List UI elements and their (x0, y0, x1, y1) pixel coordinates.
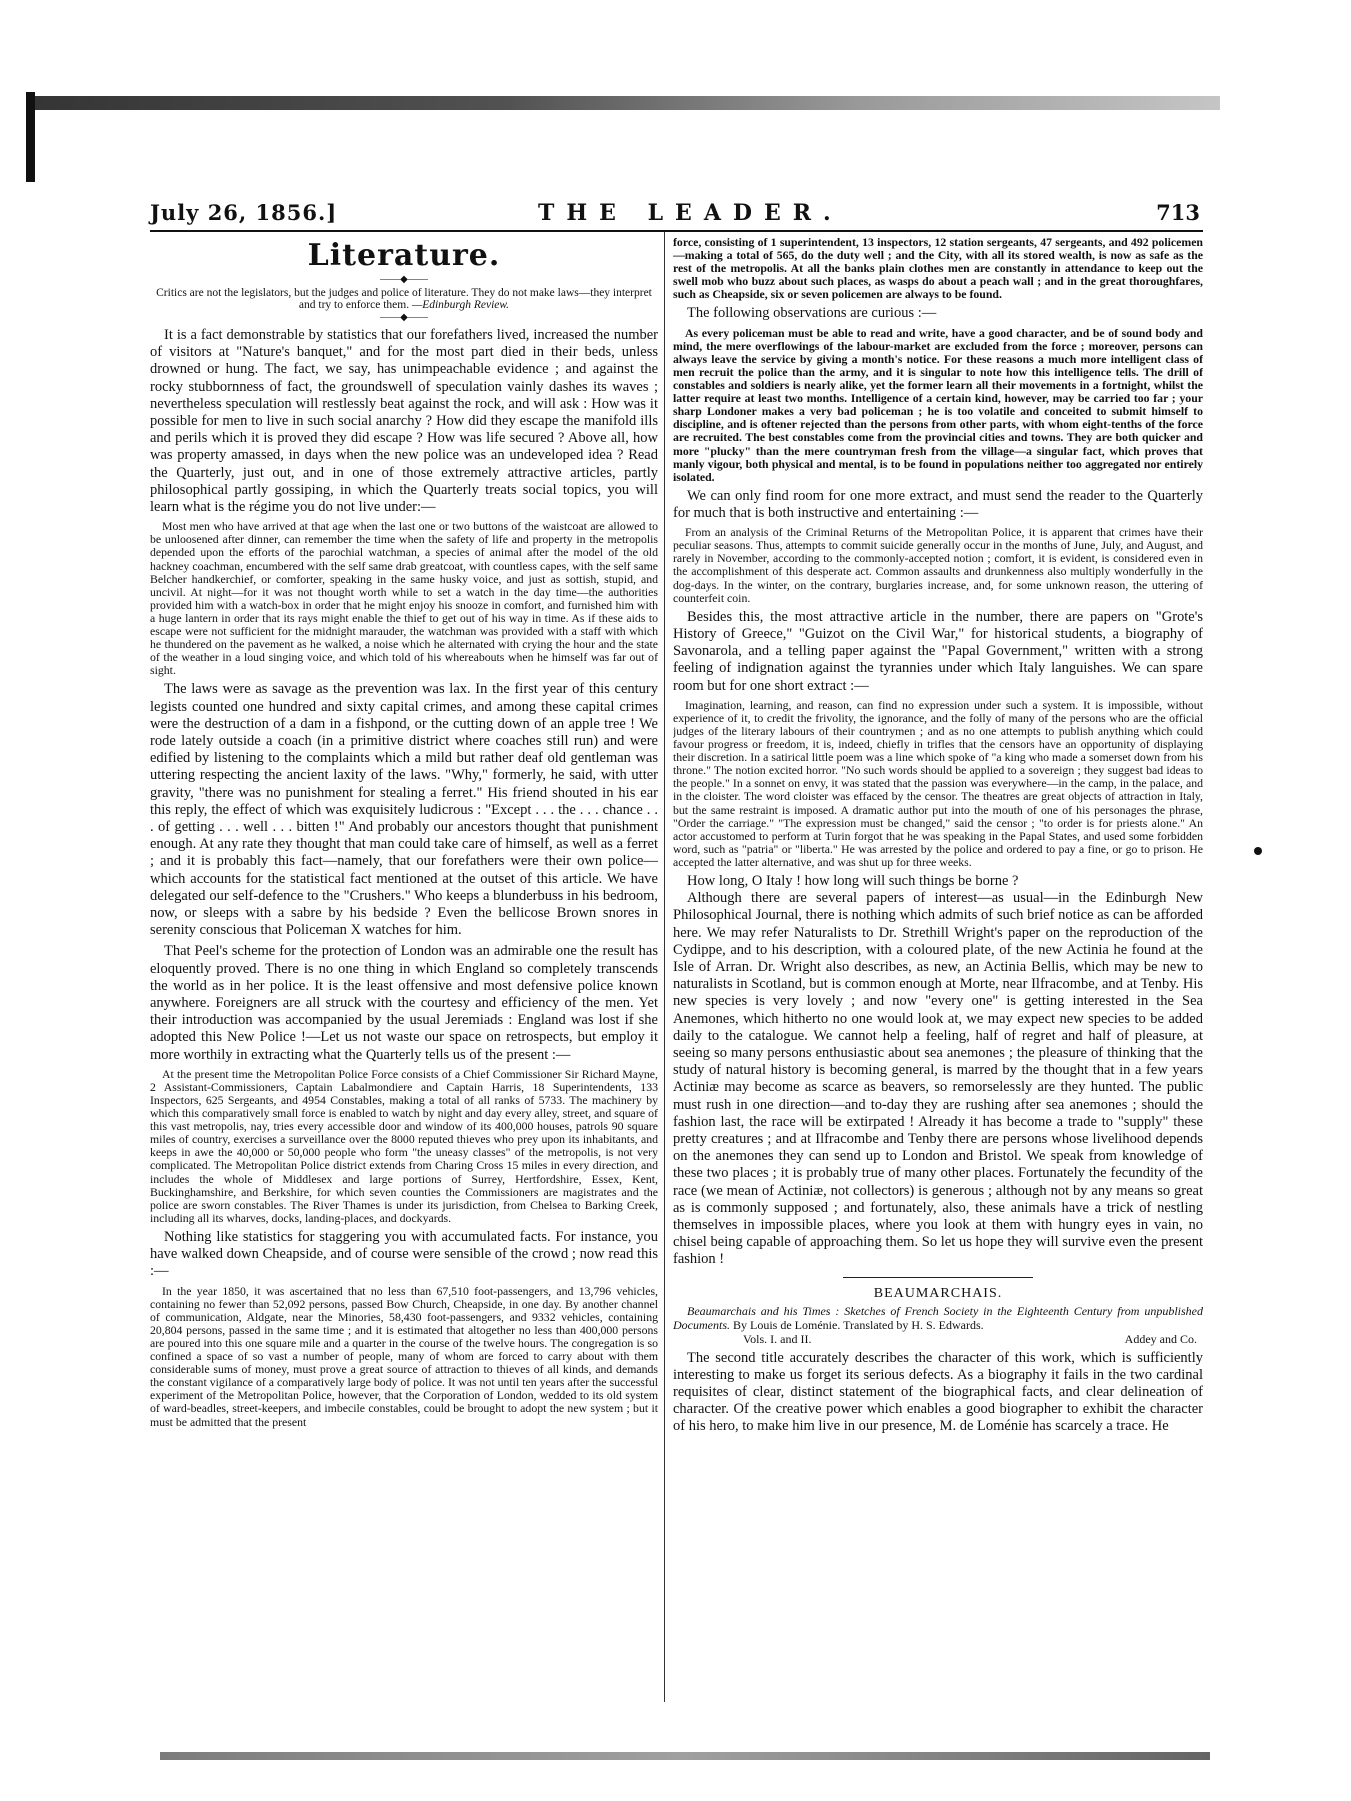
article-divider (843, 1277, 1033, 1278)
masthead-rule (150, 230, 1203, 232)
quoted-extract: At the present time the Metropolitan Police Force consists of a Chief Commissioner Sir Richard Mayne, 2 Assistant-Commissioners, Captain Labalmondiere and Captain Harris, 18 Superintendents, 133 Inspectors, 625 Sergeants, and 4954 Constables, making a total of all ranks of 5733. The machinery by which this comparatively small force is enabled to watch by night and day every alley, street, and square of this vast metropolis, nay, tries every accessible door and window of its 400,000 houses, patrols 90 square miles of country, exercises a surveillance over the 8000 reputed thieves who prey upon its inhabitants, and keeps in awe the 40,000 or 50,000 people who form "the uneasy classes" of the metropolis, is not very complicated. The Metropolitan Police district extends from Charing Cross 15 miles in every direction, and includes the whole of Middlesex and large portions of Surrey, Hertfordshire, Essex, Kent, Buckinghamshire, and Berkshire, for which seven counties the Commissioners are magistrates and the police are sworn constables. The River Thames is under its jurisdiction, from Chelsea to Barking Creek, including all its wharves, docks, landing-places, and dockyards. (150, 1066, 658, 1225)
motto-text: Critics are not the legislators, but the judges and police of literature. They do not make laws—they interpret and try to enforce them. (156, 287, 652, 311)
paragraph: The second title accurately describes the character of this work, which is sufficiently interesting to make us forget its serious defects. As a biography it fails in the two cardinal requisites of clear, distinct statement of the biographical facts, and clear delineation of character. Of the creative power which enables a good biographer to exhibit the character of his hero, to make him live in our presence, M. de Loménie has scarcely a trace. He (673, 1349, 1203, 1435)
book-publisher: Addey and Co. (1124, 1331, 1197, 1346)
page-number: 713 (1156, 200, 1200, 225)
motto-source: —Edinburgh Review. (411, 299, 510, 311)
ornament-divider: ——◆—— (380, 312, 428, 323)
paragraph: It is a fact demonstrable by statistics that our forefathers lived, increased the number of visitors at "Nature's banquet," and for the most part died in their beds, unless drowned or hung. The fact, we say, has unimpeachable evidence ; and against the rocky stubbornness of fact, the groundswell of speculation vainly dashes its waves ; nevertheless speculation will restlessly beat against the rock, and will ask : How was it possible for men to live in such social anarchy ? How did they escape the manifold ills and perils which it is proved they did escape ? How was life secured ? Above all, how was property amassed, in days when the new police was an undeveloped idea ? Read the Quarterly, just out, and in one of those extremely attractive articles, partly philosophical partly gossiping, in which the Quarterly treats social topics, you will learn what is the régime you do not live under:— (150, 327, 658, 516)
article-title: BEAUMARCHAIS. (873, 1285, 1003, 1301)
ink-speck (1254, 847, 1262, 855)
quoted-extract: As every policeman must be able to read and write, have a good character, and be of sound body and mind, the mere overflowings of the labour-market are excluded from the force ; moreover, persons can always leave the service by giving a month's notice. For these reasons a much more intelligent class of men recruit the police than the army, and it is singular to note how this intelligence tells. The drill of constables and soldiers is nearly alike, yet the former learn all their movements in a fortnight, whilst the latter require at least two months. Intelligence of a certain kind, however, may be carried too far ; your sharp Londoner makes a very bad policeman ; he is too volatile and conceited to submit himself to discipline, and is oftener rejected than the persons from other parts, with whom eight-tenths of the force are recruited. The best constables come from the provincial cities and towns. They are both quicker and more "plucky" than the mere countryman fresh from the village—a singular fact, which proves that manly vigour, both physical and mental, is to be found in populations neither too aggregated nor entirely isolated. (673, 325, 1203, 484)
paragraph: We can only find room for one more extract, and must send the reader to the Quarterly for much that is both instructive and entertaining :— (673, 487, 1203, 521)
masthead (150, 200, 1200, 228)
book-volumes: Vols. I. and II. (743, 1331, 812, 1346)
quoted-extract: From an analysis of the Criminal Returns of the Metropolitan Police, it is apparent that crimes have their peculiar seasons. Thus, attempts to commit suicide generally occur in the months of June, July, and August, and rarely in November, according to the commonly-accepted notion ; comfort, it is evident, is considered even in the accomplishment of this desperate act. Common assaults and drunkenness also multiply wonderfully in the dog-days. In the winter, on the contrary, burglaries increase, and, for some unknown reason, the uttering of counterfeit coin. (673, 525, 1203, 605)
paragraph: How long, O Italy ! how long will such things be borne ? (687, 873, 1019, 889)
book-title: Beaumarchais and his Times : Sketches of French Society in the Eighteenth Century from unpublished Documents. (673, 1303, 1203, 1332)
right-column (673, 236, 1203, 1711)
issue-date: July 26, 1856.] (150, 200, 338, 225)
section-title: Literature. (307, 238, 501, 273)
quoted-extract: Imagination, learning, and reason, can find no expression under such a system. It is impossible, without experience of it, to credit the frivolity, the ignorance, and the folly of many of the persons who are the official judges of the literary labours of their countrymen ; and as no one attempts to publish anything which could favour progress or freedom, it is, indeed, chiefly in trifles that the censors have an opportunity of displaying their discretion. In a satirical little poem was a line which spoke of "a king who made a somerset down from his throne." The notion excited horror. "No such words should be applied to a sovereign ; they suggest bad ideas to the people." In a sonnet on envy, it was stated that the passion was everywhere—in the camp, in the palace, and in the cloister. The word cloister was effaced by the censor. The theatres are great objects of attraction in Italy, but the same restraint is imposed. A dramatic author put into the mouth of one of his personages the phrase, "Order the carriage." "The expression must be changed," said the censor ; "to order is for priests alone." An actor accustomed to perform at Turin forgot that he was speaking in the Papal States, and used some forbidden word, such as "patria" or "liberta." He was arrested by the police and ordered to pay a fine, or go to prison. He accepted the latter alternative, and was shut up for three weeks. (673, 697, 1203, 869)
column-divider (664, 232, 665, 1702)
scan-top-border (30, 96, 1220, 110)
paragraph: Nothing like statistics for staggering you with accumulated facts. For instance, you have walked down Cheapside, and of course were sensible of the crowd ; now read this :— (150, 1228, 658, 1280)
quoted-extract: Most men who have arrived at that age when the last one or two buttons of the waistcoat are allowed to be unloosened after dinner, can remember the time when the safety of life and property in the metropolis depended upon the efforts of the parochial watchman, a species of animal after the model of the old hackney coachman, encumbered with the self same drab greatcoat, with countless capes, with the self same Belcher handkerchief, or comforter, speaking in the same husky voice, and just as sottish, stupid, and uncivil. At night—for it was not thought worth while to set a watch in the day time—the authorities provided him with a watch-box in order that he might enjoy his snooze in comfort, and furnished him with a huge lantern in order that its rays might enable the thief to get out of his way in time. As if these aids to escape were not sufficient for the midnight marauder, the watchman was provided with a staff with which he thundered on the pavement as he walked, a noise which he alternated with crying the hour and the state of the weather in a loud singing voice, and which told of his whereabouts when he himself was far out of sight. (150, 519, 658, 678)
quoted-extract: force, consisting of 1 superintendent, 13 inspectors, 12 station sergeants, 47 sergeants, and 492 policemen—making a total of 565, do the duty well ; and the City, with all its stored wealth, is now as safe as the rest of the metropolis. At all the banks plain clothes men are constantly in attendance to keep out the swell mob who buzz about such places, as wasps do about a peach wall ; and in the great thoroughfares, such as Cheapside, six or seven policemen are always to be found. (673, 236, 1203, 302)
ornament-divider: ——◆—— (380, 274, 428, 285)
section-motto (156, 287, 652, 311)
quoted-extract: In the year 1850, it was ascertained that no less than 67,510 foot-passengers, and 13,796 vehicles, containing no fewer than 52,092 persons, passed Bow Church, Cheapside, in one day. By another channel of communication, Aldgate, near the Minories, 58,430 foot-passengers, and 9332 vehicles, containing 20,804 persons, passed in the same time ; and it is estimated that altogether no less than 400,000 persons are poured into this one square mile and a quarter in the course of the twelve hours. The congregation is so confined a space of so vast a number of people, many of whom are forced to carry about with them considerable sums of money, must prove a great source of attraction to thieves of all kinds, and demands the constant vigilance of a comparatively large body of police. It was not until ten years after the successful experiment of the Metropolitan Police, however, that the Corporation of London, wedded to its old system of ward-beadles, street-keepers, and imbecile constables, could be brought to adopt the new system ; but it must be admitted that the present (150, 1283, 658, 1429)
book-byline: By Louis de Loménie. Translated by H. S. Edwards. (733, 1317, 984, 1332)
scan-bottom-border (160, 1752, 1210, 1760)
book-details (673, 1332, 1203, 1346)
paragraph: The laws were as savage as the prevention was lax. In the first year of this century legists counted one hundred and sixty capital crimes, and among these capital crimes were the destruction of a dam in a fishpond, or the cutting down of an apple tree ! We rode lately outside a coach (in a primitive district where coaches still run) and were edified by listening to the complaints which a mild but rather deaf old gentleman was uttering respecting the ancient laxity of the laws. "Why," formerly, he said, with utter gravity, "there was no punishment for stealing a ferret." His friend shouted in his ear this reply, the effect of which was exquisitely ludicrous : "Except . . . the . . . chance . . . of getting . . . well . . . bitten !" And probably our ancestors thought that punishment enough. At any rate they thought that man could take care of himself, as well as a ferret ; and it is probably this fact—namely, that our forefathers were their own police—which accounts for the statistical fact mentioned at the outset of this article. We have delegated our self-defence to the "Crushers." Who keeps a blunderbuss in his bedroom, now, or sleeps with a sabre by his bedside ? Even the bellicose Brown snores in serenity conscious that Policeman X watches for him. (150, 681, 658, 939)
paragraph: Although there are several papers of interest—as usual—in the Edinburgh New Philosophical Journal, there is nothing which admits of such brief notice as can be afforded here. We may refer Naturalists to Dr. Strethill Wright's paper on the reproduction of the Cydippe, and to his description, with a coloured plate, of the new Actinia he found at the Isle of Arran. Dr. Wright also describes, as new, an Actinia Bellis, which may be new to naturalists in Scotland, but is common enough at Morte, near Ilfracombe, and at Tenby. His new species is very lovely ; and now "every one" is getting interested in the Sea Anemones, which hitherto no one would look at, we may expect new species to be added daily to the catalogue. We cannot help a feeling, half of regret and half of pleasure, at seeing so many persons enthusiastic about sea anemones ; the pleasure of thinking that the study of natural history is becoming general, is marred by the thought that in a few years Actiniæ may become as scarce as beavers, so remorselessly are they hunted. The public must rush in one direction—and to-day they are rushing after sea anemones ; should the fashion last, the race will be extirpated ! Already it has become a trade to "supply" these pretty creatures ; and at Ilfracombe and Tenby there are persons whose livelihood depends on the anemones they can send up to London and Bristol. We speak from knowledge of these two places ; it is probably true of many other places. Fortunately the fecundity of the race (we mean of Actiniæ, not collectors) is generous ; although not by any means so great as is commonly supposed ; and fortunately, also, these animals have a trick of nestling themselves in impossible places, where you look at them with hungry eyes in vain, no chisel being capable of approaching them. So let us hope they will survive even the present fashion ! (673, 890, 1203, 1268)
left-column (150, 236, 658, 1711)
paragraph: Besides this, the most attractive article in the number, there are papers on "Grote's History of Greece," "Guizot on the Civil War," for historical students, a biography of Savonarola, and a telling paper against the "Papal Government," written with a strong feeling of indignation against the tyrannies under which Italy languishes. We can spare room but for one short extract :— (673, 608, 1203, 694)
newspaper-title: THE LEADER. (538, 200, 843, 226)
paragraph: That Peel's scheme for the protection of London was an admirable one the result has eloquently proved. There is no one thing in which England so completely transcends the world as in her police. It is the least offensive and most defensive police known anywhere. Foreigners are all struck with the courtesy and efficiency of the men. Yet their introduction was accompanied by the usual Jeremiads : England was lost if she adopted this New Police !—Let us not waste our space on retrospects, but employ it more worthily in extracting what the Quarterly tells us of the present :— (150, 943, 658, 1063)
paragraph: The following observations are curious :— (687, 305, 937, 322)
article-subtitle (673, 1304, 1203, 1332)
